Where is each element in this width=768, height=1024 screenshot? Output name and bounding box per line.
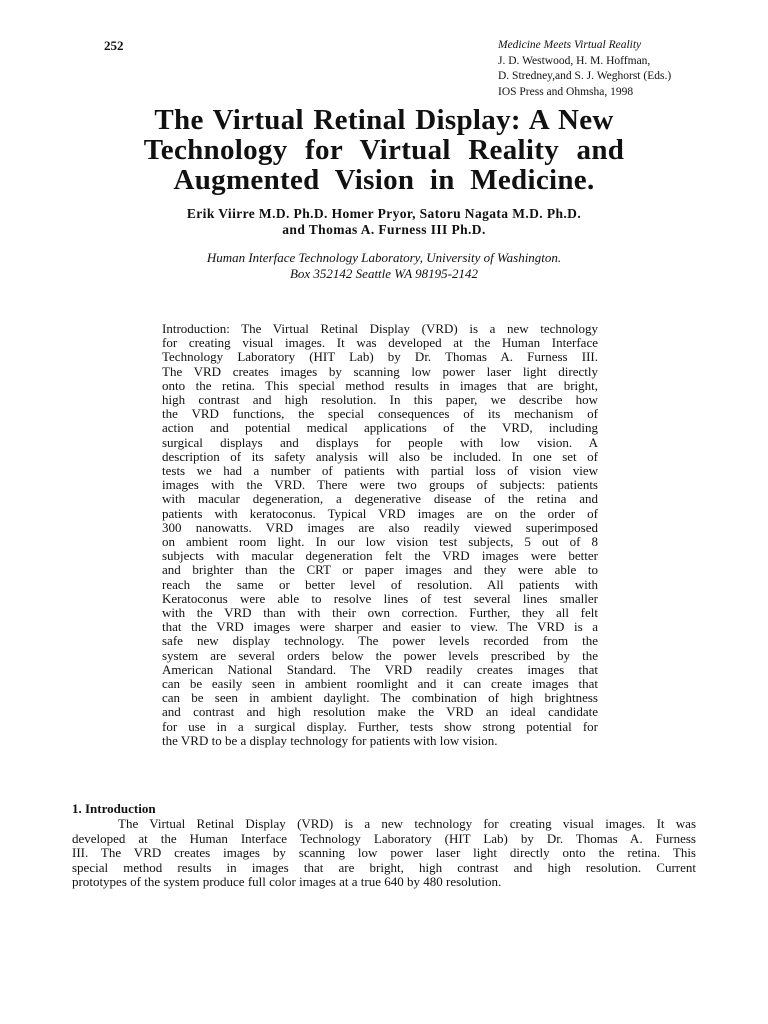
abstract-line: can be easily seen in ambient roomlight and it can create images that [162,676,598,692]
abstract-line: that the VRD images were sharper and easier to view. The VRD is a [162,619,598,635]
abstract-line: and brighter than the CRT or paper images and they were able to [162,562,598,578]
abstract-line: for use in a surgical display. Further, tests show strong potential for [162,718,598,734]
body-line: special method results in images that are bright, high contrast and high resolution. Current [72,859,696,875]
abstract-line: American National Standard. The VRD readily creates images that [162,661,598,677]
authors-line-1: Erik Viirre M.D. Ph.D. Homer Pryor, Satoru Nagata M.D. Ph.D. [186,206,582,221]
abstract-line: the VRD functions, the special consequences of its mechanism of [162,406,598,422]
paper-title [60,105,708,195]
affiliation-line-1: Human Interface Technology Laboratory, University of Washington. [206,250,562,265]
abstract-line: high contrast and high resolution. In this paper, we describe how [162,392,598,408]
abstract-line: Technology Laboratory (HIT Lab) by Dr. Thomas A. Furness III. [162,349,598,365]
abstract-line: Introduction: The Virtual Retinal Display (VRD) is a new technology [162,321,598,336]
page-number: 252 [104,38,124,53]
abstract-line: reach the same or better level of resolution. All patients with [162,576,598,592]
authors-line-2: and Thomas A. Furness III Ph.D. [282,222,486,237]
publication-info [498,38,758,100]
abstract-line: patients with keratoconus. Typical VRD images are on the order of [162,505,598,521]
paper-affiliation [60,250,708,281]
abstract-line: onto the retina. This special method results in images that are bright, [162,377,598,393]
paper-title-line-1: The Virtual Retinal Display: A New [154,104,614,136]
abstract-line: safe new display technology. The power levels recorded from the [162,633,598,649]
abstract-line: action and potential medical applications of the VRD, including [162,420,598,436]
abstract-line: Keratoconus were able to resolve lines of test several lines smaller [162,590,598,606]
abstract-line: can be seen in ambient daylight. The combination of high brightness [162,690,598,706]
abstract-line: the VRD to be a display technology for patients with low vision. [162,732,498,748]
body-line: developed at the Human Interface Technology Laboratory (HIT Lab) by Dr. Thomas A. Furness [72,830,696,846]
abstract-line: and contrast and high resolution make the VRD an ideal candidate [162,704,598,720]
abstract-line: for creating visual images. It was developed at the Human Interface [162,335,598,351]
paper-title-line-3: Augmented Vision in Medicine. [173,164,595,196]
body-line: The Virtual Retinal Display (VRD) is a new technology for creating visual images. It was [118,816,696,831]
abstract-line: on ambient room light. In our low vision test subjects, 5 out of 8 [162,534,598,550]
publication-publisher: IOS Press and Ohmsha, 1998 [498,85,634,98]
abstract-line: with the VRD than with their own correction. Further, they all felt [162,605,598,621]
body-line: prototypes of the system produce full color images at a true 640 by 480 resolution. [72,874,502,889]
publication-editors-line-2: D. Stredney,and S. J. Weghorst (Eds.) [498,70,672,82]
affiliation-line-2: Box 352142 Seattle WA 98195-2142 [289,265,479,281]
paper-title-line-2: Technology for Virtual Reality and [143,134,625,166]
abstract-line: description of its safety analysis will also be included. In one set of [162,448,598,464]
abstract-line: system are several orders below the power levels prescribed by the [162,647,598,663]
section-body-introduction [72,817,696,890]
section-heading-introduction: 1. Introduction [72,801,156,816]
publication-editors-line-1: J. D. Westwood, H. M. Hoffman, [498,54,651,67]
abstract-line: images with the VRD. There were two groups of subjects: patients [162,477,598,493]
body-line: III. The VRD creates images by scanning low power laser light directly onto the retina. This [72,845,696,860]
publication-title: Medicine Meets Virtual Reality [498,39,642,51]
abstract-line: with macular degeneration, a degenerative disease of the retina and [162,491,598,507]
abstract-line: The VRD creates images by scanning low power laser light directly [162,363,598,379]
paper-authors [60,206,708,238]
abstract-line: surgical displays and displays for people with low vision. A [162,434,598,450]
abstract-line: 300 nanowatts. VRD images are also readily viewed superimposed [162,519,598,535]
abstract-line: subjects with macular degeneration felt the VRD images were better [162,548,598,564]
abstract [162,322,598,748]
abstract-line: tests we had a number of patients with partial loss of vision view [162,463,598,479]
